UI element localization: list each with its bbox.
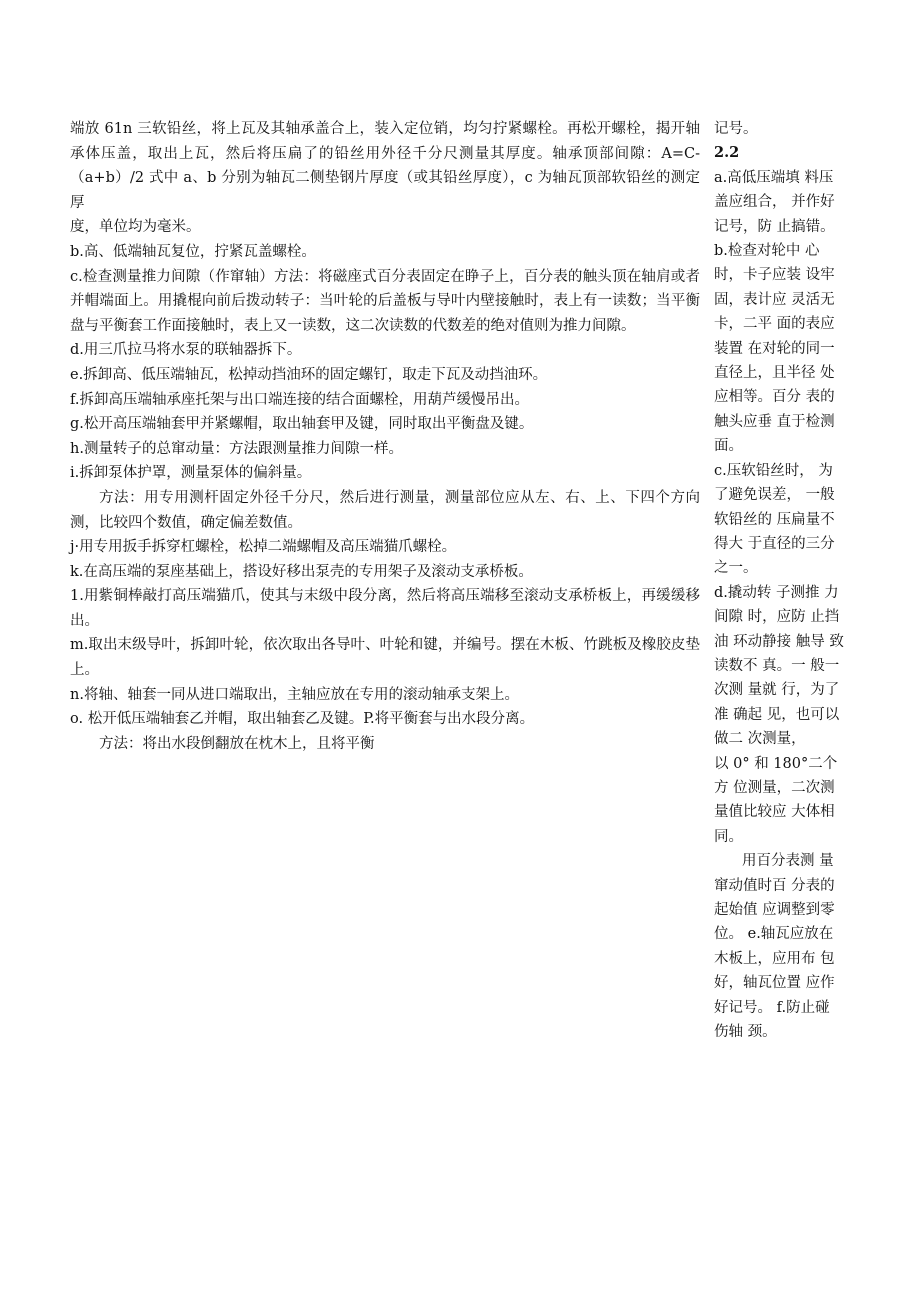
step-n: n.将轴、轴套一同从进口端取出，主轴应放在专用的滚动轴承支架上。 xyxy=(70,686,519,703)
method-i: 方法：用专用测杆固定外径千分尺，然后进行测量，测量部位应从左、右、上、下四个方向测，比较四个数值，确定偏差数值。 xyxy=(70,489,700,531)
side-note-d: d.撬动转 子测推 力间隙 时，应防 止挡油 环动静接 触导 致读数不 真。一 般一次测 量就 行，为了准 确起 见，也可以 做二 次测量， xyxy=(714,584,844,748)
main-text-column xyxy=(70,117,700,756)
step-g: g.松开高压端轴套甲并紧螺帽，取出轴套甲及键，同时取出平衡盘及键。 xyxy=(70,416,534,433)
paragraph-unit-note: 度，单位均为毫米。 xyxy=(70,219,201,236)
step-c: c.检查测量推力间隙（作窜轴）方法：将磁座式百分表固定在睁子上，百分表的触头顶在轴肩或者并帽端面上。用撬棍向前后拨动转子：当叶轮的后盖板与导叶内壁接触时，表上有一读数；当平衡盘与平衡套工作面接触时，表上又一读数，这二次读数的代数差的绝对值则为推力间隙。 xyxy=(70,268,700,334)
step-k: k.在高压端的泵座基础上，搭设好移出泵壳的专用架子及滚动支承桥板。 xyxy=(70,563,533,580)
side-notes-column xyxy=(714,117,844,1044)
method-p: 方法：将出水段倒翻放在枕木上，且将平衡 xyxy=(99,735,375,752)
side-note-mark: 记号。 xyxy=(714,121,758,137)
step-j: j·用专用扳手拆穿杠螺栓，松掉二端螺帽及高压端猫爪螺栓。 xyxy=(70,539,457,556)
step-e: e.拆卸高、低压端轴瓦，松掉动挡油环的固定螺钉，取走下瓦及动挡油环。 xyxy=(70,366,548,383)
side-note-a: a.高低压端填 料压盖应组合， 并作好记号，防 止搞错。 xyxy=(714,169,835,235)
step-b: b.高、低端轴瓦复位，拧紧瓦盖螺栓。 xyxy=(70,243,316,260)
side-section-heading: 2.2 xyxy=(714,144,740,162)
step-f: f.拆卸高压端轴承座托架与出口端连接的结合面螺栓，用葫芦缓慢吊出。 xyxy=(70,391,529,408)
step-h: h.测量转子的总窜动量：方法跟测量推力间隙一样。 xyxy=(70,440,403,457)
step-m: m.取出末级导叶，拆卸叶轮，依次取出各导叶、叶轮和键，并编号。摆在木板、竹跳板及橡胶皮垫上。 xyxy=(70,637,700,679)
side-note-c: c.压软铅丝时， 为了避免误差， 一般软铅丝的 压扁量不得大 于直径的三分 之一。 xyxy=(714,462,835,577)
step-l: 1.用紫铜棒敲打高压端猫爪，使其与末级中段分离，然后将高压端移至滚动支承桥板上，再缓缓移出。 xyxy=(70,588,700,629)
step-d: d.用三爪拉马将水泵的联轴器拆下。 xyxy=(70,342,302,359)
side-note-b: b.检查对轮中 心时，卡子应装 设牢固，表计应 灵活无卡，二平 面的表应装置 在对轮的同一 直径上，且半径 处应相等。百分 表的触头应垂 直于检测面。 xyxy=(714,243,835,455)
paragraph-bearing-clearance: 端放 61n 三软铅丝，将上瓦及其轴承盖合上，装入定位销，均匀拧紧螺栓。再松开螺栓，揭开轴承体压盖，取出上瓦，然后将压扁了的铅丝用外径千分尺测量其厚度。轴承顶部间隙：A=C-（a+b）/2 式中 a、b 分别为轴瓦二侧垫钢片厚度（或其铅丝厚度），c 为轴瓦顶部软铅丝的测定厚 xyxy=(70,121,700,211)
side-note-dial: 用百分表测 量窜动值时百 分表的起始值 应调整到零位。 e.轴瓦应放在 木板上，应用布 包好，轴瓦位置 应作好记号。 f.防止碰伤轴 颈。 xyxy=(714,853,835,1041)
step-o-p: o. 松开低压端轴套乙并帽，取出轴套乙及键。P.将平衡套与出水段分离。 xyxy=(70,711,535,728)
step-i: i.拆卸泵体护罩，测量泵体的偏斜量。 xyxy=(70,465,312,482)
side-note-d-cont: 以 0° 和 180°二个方 位测量，二次测 量值比较应 大体相同。 xyxy=(714,755,838,845)
